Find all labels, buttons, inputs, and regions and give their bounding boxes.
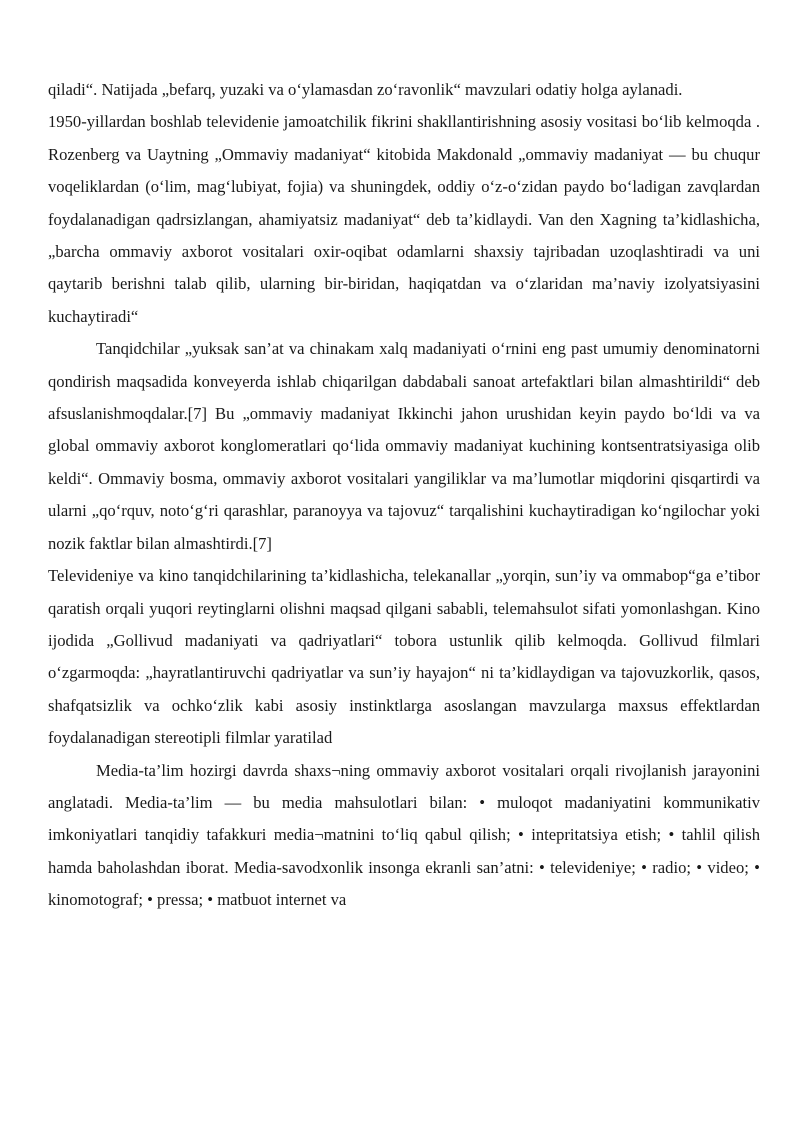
paragraph-3: Tanqidchilar „yuksak san’at va chinakam xalq madaniyati o‘rnini eng past umumiy denominatorni qondirish maqsadida konveyerda ishlab chiqarilgan dabdabali sanoat artefaktlari bilan almashtirildi“ deb afsuslanishmoqdalar.[7] Bu „ommaviy madaniyat Ikkinchi jahon urushidan keyin paydo bo‘ldi va va global ommaviy axborot konglomeratlari qo‘lida ommaviy madaniyat kuchining kontsentratsiyasiga olib keldi“. Ommaviy bosma, ommaviy axborot vositalari yangiliklar va ma’lumotlar miqdorini qisqartirdi va ularni „qo‘rquv, noto‘g‘ri qarashlar, paranoyya va tajovuz“ tarqalishini kuchaytiradigan ko‘ngilochar yoki nozik faktlar bilan almashtirdi.[7] bbox=[48, 339, 760, 553]
paragraph-2: 1950-yillardan boshlab televidenie jamoatchilik fikrini shakllantirishning asosiy vositasi bo‘lib kelmoqda . Rozenberg va Uaytning „Ommaviy madaniyat“ kitobida Makdonald „ommaviy madaniyat — bu chuqur voqeliklardan (o‘lim, mag‘lubiyat, fojia) va shuningdek, oddiy o‘z-o‘zidan paydo bo‘ladigan zavqlardan foydalanadigan qadrsizlangan, ahamiyatsiz madaniyat“ deb ta’kidlaydi. Van den Xagning ta’kidlashicha, „barcha ommaviy axborot vositalari oxir-oqibat odamlarni shaxsiy tajribadan uzoqlashtiradi va uni qaytarib berishni talab qilib, ularning bir-biridan, haqiqatdan va o‘zlaridan ma’naviy izolyatsiyasini kuchaytiradi“ bbox=[48, 112, 760, 326]
document-page bbox=[48, 74, 760, 917]
paragraph-1: qiladi“. Natijada „befarq, yuzaki va o‘ylamasdan zo‘ravonlik“ mavzulari odatiy holga aylanadi. bbox=[48, 80, 683, 99]
paragraph-4: Televideniye va kino tanqidchilarining ta’kidlashicha, telekanallar „yorqin, sun’iy va ommabop“ga e’tibor qaratish orqali yuqori reytinglarni olishni maqsad qilgani sababli, telemahsulot sifati yomonlashgan. Kino ijodida „Gollivud madaniyati va qadriyatlari“ tobora ustunlik qilib kelmoqda. Gollivud filmlari o‘zgarmoqda: „hayratlantiruvchi qadriyatlar va sun’iy hayajon“ ni ta’kidlaydigan va tajovuzkorlik, qasos, shafqatsizlik va ochko‘zlik kabi asosiy instinktlarga asoslangan mavzularga maxsus effektlardan foydalanadigan stereotipli filmlar yaratilad bbox=[48, 566, 760, 748]
paragraph-5: Media-ta’lim hozirgi davrda shaxs¬ning ommaviy axborot vositalari orqali rivojlanish jarayonini anglatadi. Media-ta’lim — bu media mahsulotlari bilan: • muloqot madaniyatini kommunikativ imkoniyatlari tanqidiy tafakkuri media¬matnini to‘liq qabul qilish; • intepritatsiya etish; • tahlil qilish hamda baholashdan iborat. Media-savodxonlik insonga ekranli san’atni: • televideniye; • radio; • video; • kinomotograf; • pressa; • matbuot internet va bbox=[48, 760, 760, 910]
